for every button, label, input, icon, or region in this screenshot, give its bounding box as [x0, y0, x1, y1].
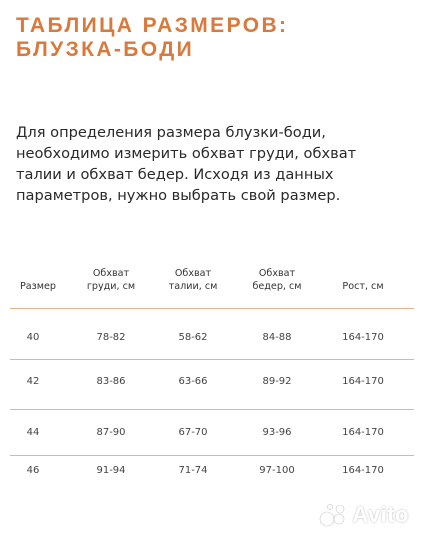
cell-height: 164-170: [342, 376, 384, 387]
cell-size: 44: [26, 427, 40, 438]
header-hips: Обхват бедер, см: [252, 268, 302, 292]
cell-size: 40: [26, 332, 40, 343]
cell-hips: 89-92: [262, 376, 292, 387]
table-divider: [10, 409, 414, 410]
table-divider: [10, 308, 414, 309]
cell-size: 42: [26, 376, 40, 387]
header-waist: Обхват талии, см: [168, 268, 218, 292]
header-height: Рост, см: [342, 281, 384, 292]
cell-height: 164-170: [342, 465, 384, 476]
cell-hips: 84-88: [262, 332, 292, 343]
cell-chest: 83-86: [96, 376, 126, 387]
avito-logo-icon: [318, 502, 348, 528]
cell-chest: 87-90: [96, 427, 126, 438]
description-line: необходимо измерить обхват груди, обхват: [16, 145, 357, 162]
watermark: [318, 502, 409, 528]
table-divider: [10, 455, 414, 456]
header-chest: Обхват груди, см: [86, 268, 136, 292]
cell-height: 164-170: [342, 332, 384, 343]
watermark-text: Avito: [352, 502, 409, 527]
cell-hips: 93-96: [262, 427, 292, 438]
cell-height: 164-170: [342, 427, 384, 438]
page-title: [16, 14, 288, 62]
cell-waist: 67-70: [178, 427, 208, 438]
header-size: Размер: [20, 281, 56, 292]
title-line-2: БЛУЗКА-БОДИ: [16, 38, 195, 61]
cell-waist: 63-66: [178, 376, 208, 387]
description: [16, 122, 412, 206]
description-line: параметров, нужно выбрать свой размер.: [16, 187, 341, 204]
cell-waist: 71-74: [178, 465, 208, 476]
title-line-1: ТАБЛИЦА РАЗМЕРОВ:: [16, 14, 289, 37]
description-line: Для определения размера блузки-боди,: [16, 124, 326, 141]
table-divider: [10, 359, 414, 360]
cell-hips: 97-100: [259, 465, 295, 476]
description-line: талии и обхват бедер. Исходя из данных: [16, 166, 334, 183]
cell-waist: 58-62: [178, 332, 208, 343]
cell-chest: 91-94: [96, 465, 126, 476]
cell-size: 46: [26, 465, 40, 476]
cell-chest: 78-82: [96, 332, 126, 343]
